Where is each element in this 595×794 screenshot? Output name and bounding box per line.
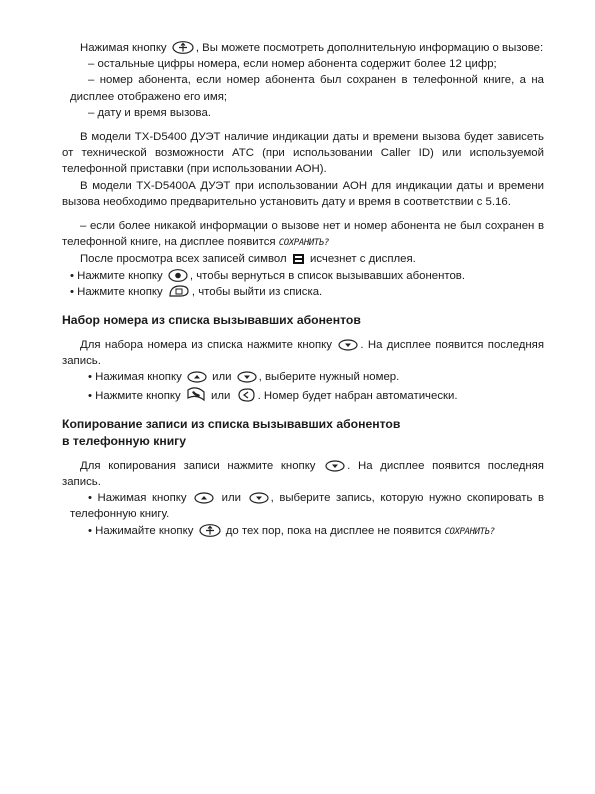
list-item-exit <box>62 284 544 300</box>
text: • Нажимайте кнопку <box>88 524 194 537</box>
list-item-press-until <box>62 523 544 540</box>
text: , чтобы выйти из списка. <box>191 285 323 298</box>
return-key-icon <box>168 269 188 282</box>
up-key-icon <box>194 492 214 504</box>
paragraph-no-info <box>62 218 544 251</box>
info-key-icon <box>199 524 221 537</box>
text: . На дисплее появится последняя запись. <box>62 459 544 489</box>
text: . На дисплее появится последняя запись. <box>62 339 544 368</box>
paragraph-dial <box>62 337 544 369</box>
text: исчезнет с дисплея. <box>309 253 416 266</box>
paragraph-model-d5400: В модели TX-D5400 ДУЭТ наличие индикации даты и времени вызова будет зависеть от технической возможности АТС (при использовании Caller ID) или используемой телефонной приставки (при использовании АОН). <box>62 131 544 176</box>
down-key-icon <box>325 460 345 472</box>
paragraph-copy <box>62 458 544 490</box>
up-key-icon <box>187 371 207 383</box>
list-item: – номер абонента, если номер абонента был сохранен в телефонной книге, а на дисплее отображено его имя; <box>70 74 544 103</box>
call-key-icon <box>186 386 206 402</box>
list-item: – дату и время вызова. <box>88 106 211 119</box>
lcd-text: СОХРАНИТЬ? <box>444 526 495 537</box>
text: . Номер будет набран автоматически. <box>257 389 458 402</box>
text: – если более никакой информации о вызове нет и номер абонента не был сохранен в телефонной книге, на дисплее появится <box>62 220 544 249</box>
text: • Нажимая кнопку <box>88 371 182 384</box>
text: Нажимая кнопку <box>80 42 167 54</box>
text: , выберите нужный номер. <box>258 371 400 384</box>
text: или <box>221 492 242 505</box>
section-heading-dial: Набор номера из списка вызывавших абонентов <box>62 313 361 328</box>
list-item-return <box>62 268 544 284</box>
text: до тех пор, пока на дисплее не появится <box>225 524 442 537</box>
list-item: – остальные цифры номера, если номер абонента содержит более 12 цифр; <box>88 58 497 71</box>
text: • Нажмите кнопку <box>70 269 163 282</box>
text-column <box>62 40 544 540</box>
phonebook-symbol-icon <box>292 253 305 265</box>
down-key-icon <box>338 339 358 351</box>
speaker-key-icon <box>236 388 256 402</box>
down-key-icon <box>249 492 269 504</box>
text: После просмотра всех записей символ <box>80 253 287 266</box>
text: , Вы можете посмотреть дополнительную информацию о вызове: <box>195 42 544 54</box>
lcd-text: СОХРАНИТЬ? <box>278 238 329 249</box>
text: • Нажмите кнопку <box>70 285 163 298</box>
list-item-select <box>62 369 544 385</box>
text: или <box>212 371 232 384</box>
text: • Нажмите кнопку <box>88 389 181 402</box>
text: или <box>211 389 231 402</box>
paragraph-model-d5400a: В модели TX-D5400А ДУЭТ при использовании АОН для индикации даты и времени вызова необходимо предварительно установить дату и время в соответствии с 5.16. <box>62 179 544 208</box>
list-item-dial <box>62 386 544 404</box>
text: , выберите запись, которую нужно скопировать в телефонную книгу. <box>70 492 545 521</box>
exit-key-icon <box>168 284 190 298</box>
down-key-icon <box>237 371 257 383</box>
paragraph-after-review <box>62 251 544 267</box>
text: Для набора номера из списка нажмите кнопку <box>80 339 332 352</box>
section-heading-copy-line2: в телефонную книгу <box>62 433 187 448</box>
section-heading-copy: Копирование записи из списка вызывавших абонентов <box>62 416 401 431</box>
info-key-icon <box>172 41 194 54</box>
list-item-select-record <box>62 490 544 522</box>
paragraph-info <box>62 40 544 56</box>
text: , чтобы вернуться в список вызывавших абонентов. <box>189 269 466 282</box>
text: • Нажимая кнопку <box>88 492 187 505</box>
text: Для копирования записи нажмите кнопку <box>80 459 316 472</box>
